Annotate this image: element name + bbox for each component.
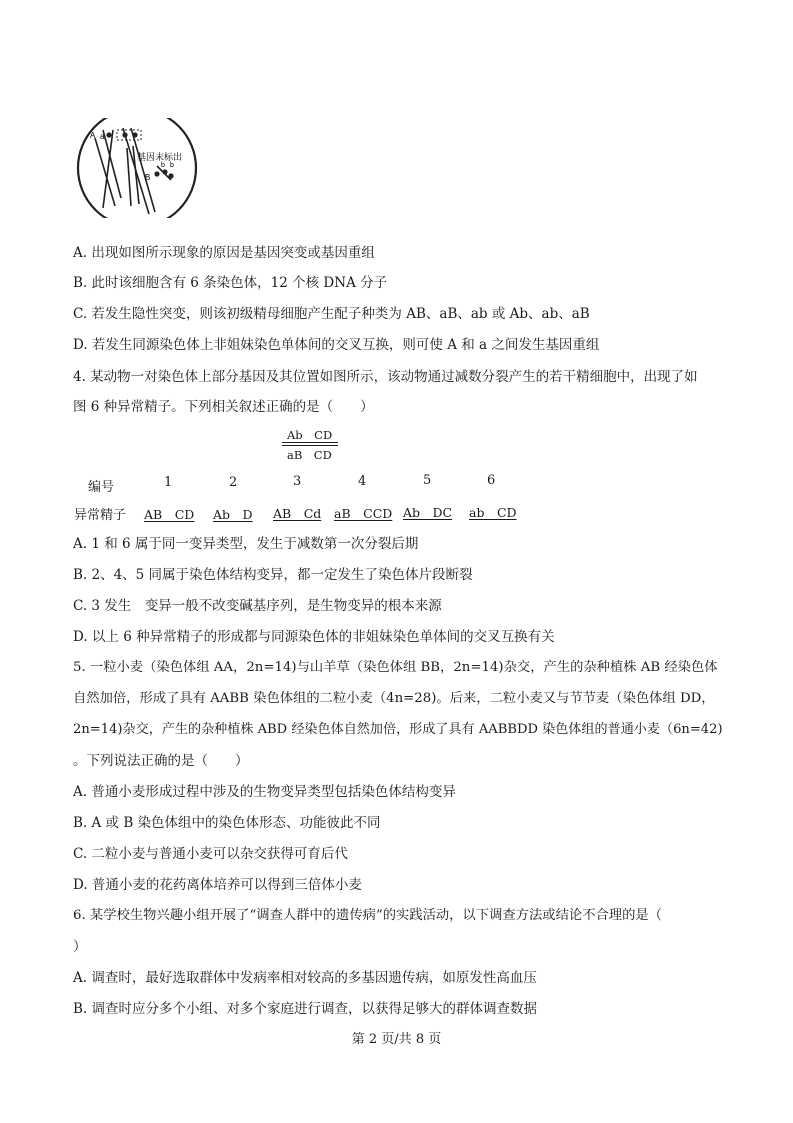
q3-option-a: A. 出现如图所示现象的原因是基因突变或基因重组 (73, 245, 375, 261)
sperm-genotype: Ab D (213, 507, 253, 522)
q5-option-c: C. 二粒小麦与普通小麦可以杂交获得可育后代 (73, 846, 348, 862)
sperm-number: 2 (229, 475, 238, 490)
sperm-number: 3 (293, 474, 302, 489)
q5-stem-line3: 2n=14)杂交，产生的杂种植株 ABD 经染色体自然加倍，形成了具有 AABBDD 染色体组的普通小麦（6n=42) (73, 722, 723, 737)
row-label-sperm: 异常精子 (74, 508, 127, 523)
q6-option-a: A. 调查时，最好选取群体中发病率相对较高的多基因遗传病，如原发性高血压 (73, 970, 537, 986)
figure-note: 基因未标出 (137, 153, 183, 163)
gene-label-B: B (145, 173, 151, 182)
gene-label-b2: b (170, 162, 174, 169)
cell-membrane (78, 118, 196, 218)
genotype-bottom: aB CD (287, 448, 332, 462)
q4-option-b: B. 2、4、5 同属于染色体结构变异，都一定发生了染色体片段断裂 (73, 567, 473, 583)
q3-option-c: C. 若发生隐性突变，则该初级精母细胞产生配子种类为 AB、aB、ab 或 Ab、ab、aB (73, 306, 590, 322)
q3-option-d: D. 若发生同源染色体上非姐妹染色单体间的交叉互换，则可使 A 和 a 之间发生基因重组 (73, 337, 600, 353)
q4-option-a: A. 1 和 6 属于同一变异类型，发生于减数第一次分裂后期 (73, 536, 419, 552)
q4-option-d: D. 以上 6 种异常精子的形成都与同源染色体的非姐妹染色单体间的交叉互换有关 (73, 629, 555, 645)
sperm-genotype: ab CD (469, 505, 517, 520)
q6-option-b: B. 调查时应分多个小组、对多个家庭进行调查，以获得足够大的群体调查数据 (73, 1001, 538, 1017)
q5-stem-line1: 5. 一粒小麦（染色体组 AA，2n=14)与山羊草（染色体组 BB，2n=14)杂交，产生的杂种植株 AB 经染色体 (73, 660, 718, 675)
q5-option-d: D. 普通小麦的花药离体培养可以得到三倍体小麦 (73, 877, 362, 893)
q5-stem-line2: 自然加倍，形成了具有 AABB 染色体组的二粒小麦（4n=28)。后来，二粒小麦又与节节麦（染色体组 DD， (73, 691, 715, 706)
q4-stem-line1: 4. 某动物一对染色体上部分基因及其位置如图所示，该动物通过减数分裂产生的若干精细胞中，出现了如 (73, 369, 698, 385)
q4-stem-line2: 图 6 种异常精子。下列相关叙述正确的是（ ） (73, 399, 374, 415)
sperm-genotype: AB Cd (273, 506, 322, 521)
cell-diagram (75, 118, 200, 218)
genotype-top: Ab CD (287, 428, 333, 442)
sperm-genotype: AB CD (144, 507, 195, 522)
q6-stem-line2: ） (73, 939, 87, 955)
sperm-number: 5 (423, 473, 432, 488)
row-label-number: 编号 (88, 480, 115, 495)
sperm-number: 4 (358, 474, 367, 489)
gene-label-A: A (90, 131, 96, 140)
sperm-genotype: aB CCD (334, 506, 393, 521)
q5-stem-line4: 。下列说法正确的是（ ） (73, 753, 249, 769)
gene-label-a: a (100, 132, 105, 141)
q4-option-c: C. 3 发生 变异一般不改变碱基序列，是生物变异的根本来源 (73, 598, 442, 614)
page-footer: 第 2 页/共 8 页 (351, 1032, 442, 1047)
q5-option-b: B. A 或 B 染色体组中的染色体形态、功能彼此不同 (73, 815, 381, 831)
gene-label-b1: b (161, 162, 165, 169)
sperm-genotype: Ab DC (403, 505, 453, 520)
q6-stem-line1: 6. 某学校生物兴趣小组开展了“调查人群中的遗传病”的实践活动，以下调查方法或结论不合理的是（ (73, 908, 662, 923)
q3-option-b: B. 此时该细胞含有 6 条染色体，12 个核 DNA 分子 (73, 275, 388, 291)
q5-option-a: A. 普通小麦形成过程中涉及的生物变异类型包括染色体结构变异 (73, 784, 456, 800)
sperm-number: 1 (164, 475, 173, 490)
genotype-divider (282, 442, 338, 446)
sperm-number: 6 (487, 473, 496, 488)
